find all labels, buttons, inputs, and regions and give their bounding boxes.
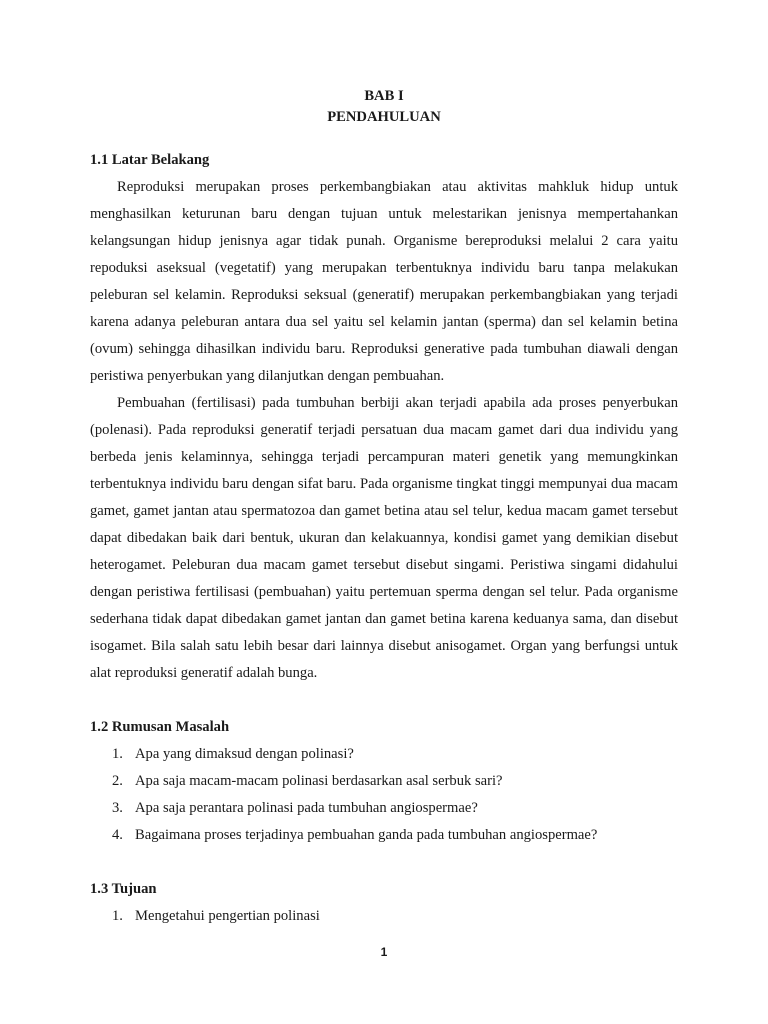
list-item [90,768,678,795]
list-item-text: Mengetahui pengertian polinasi [135,908,320,924]
chapter-number: BAB I [364,88,404,104]
list-item [90,903,678,930]
list-item [90,795,678,822]
list-number: 3. [112,800,123,816]
section-heading-goals: 1.3 Tujuan [90,881,157,897]
list-item [90,741,678,768]
list-item-text: Apa saja perantara polinasi pada tumbuhan angiospermae? [135,800,478,816]
goals-list [90,903,678,930]
list-item-text: Bagaimana proses terjadinya pembuahan ganda pada tumbuhan angiospermae? [135,827,598,843]
section-heading-problems: 1.2 Rumusan Masalah [90,719,230,735]
paragraph: Pembuahan (fertilisasi) pada tumbuhan berbiji akan terjadi apabila ada proses penyerbukan (polenasi). Pada reproduksi generatif terjadi persatuan dua macam gamet dari dua individu yang berbeda jenis kelaminnya, sehingga terjadi percampuran materi genetik yang memungkinkan terbentuknya individu baru dengan sifat baru. Pada organisme tingkat tinggi mempunyai dua macam gamet, gamet jantan atau spermatozoa dan gamet betina atau sel telur, kedua macam gamet tersebut dapat dibedakan baik dari bentuk, ukuran dan kelakuannya, kondisi gamet yang demikian disebut heterogamet. Peleburan dua macam gamet tersebut disebut singami. Peristiwa singami didahului dengan peristiwa fertilisasi (pembuahan) yaitu pertemuan sperma dengan sel telur. Pada organisme sederhana tidak dapat dibedakan gamet jantan dan gamet betina karena keduanya sama, dan disebut isogamet. Bila salah satu lebih besar dari lainnya disebut anisogamet. Organ yang berfungsi untuk alat reproduksi generatif adalah bunga. [90,395,678,681]
section-heading-background: 1.1 Latar Belakang [90,152,210,168]
problems-list [90,741,678,849]
list-number: 4. [112,827,123,843]
chapter-title: PENDAHULUAN [327,109,441,125]
list-item-text: Apa yang dimaksud dengan polinasi? [135,746,354,762]
list-number: 2. [112,773,123,789]
document-page [90,86,678,930]
list-number: 1. [112,746,123,762]
page-number: 1 [380,945,388,959]
list-number: 1. [112,908,123,924]
paragraph: Reproduksi merupakan proses perkembangbiakan atau aktivitas mahkluk hidup untuk menghasilkan keturunan baru dengan tujuan untuk melestarikan jenisnya mempertahankan kelangsungan hidup jenisnya agar tidak punah. Organisme bereproduksi melalui 2 cara yaitu repoduksi aseksual (vegetatif) yang merupakan terbentuknya individu baru tanpa melakukan peleburan sel kelamin. Reproduksi seksual (generatif) merupakan perkembangbiakan yang terjadi karena adanya peleburan antara dua sel yaitu sel kelamin jantan (sperma) dan sel kelamin betina (ovum) sehingga dihasilkan individu baru. Reproduksi generative pada tumbuhan diawali dengan peristiwa penyerbukan yang dilanjutkan dengan pembuahan. [90,179,678,384]
list-item [90,822,678,849]
list-item-text: Apa saja macam-macam polinasi berdasarkan asal serbuk sari? [135,773,503,789]
chapter-heading [90,86,678,128]
